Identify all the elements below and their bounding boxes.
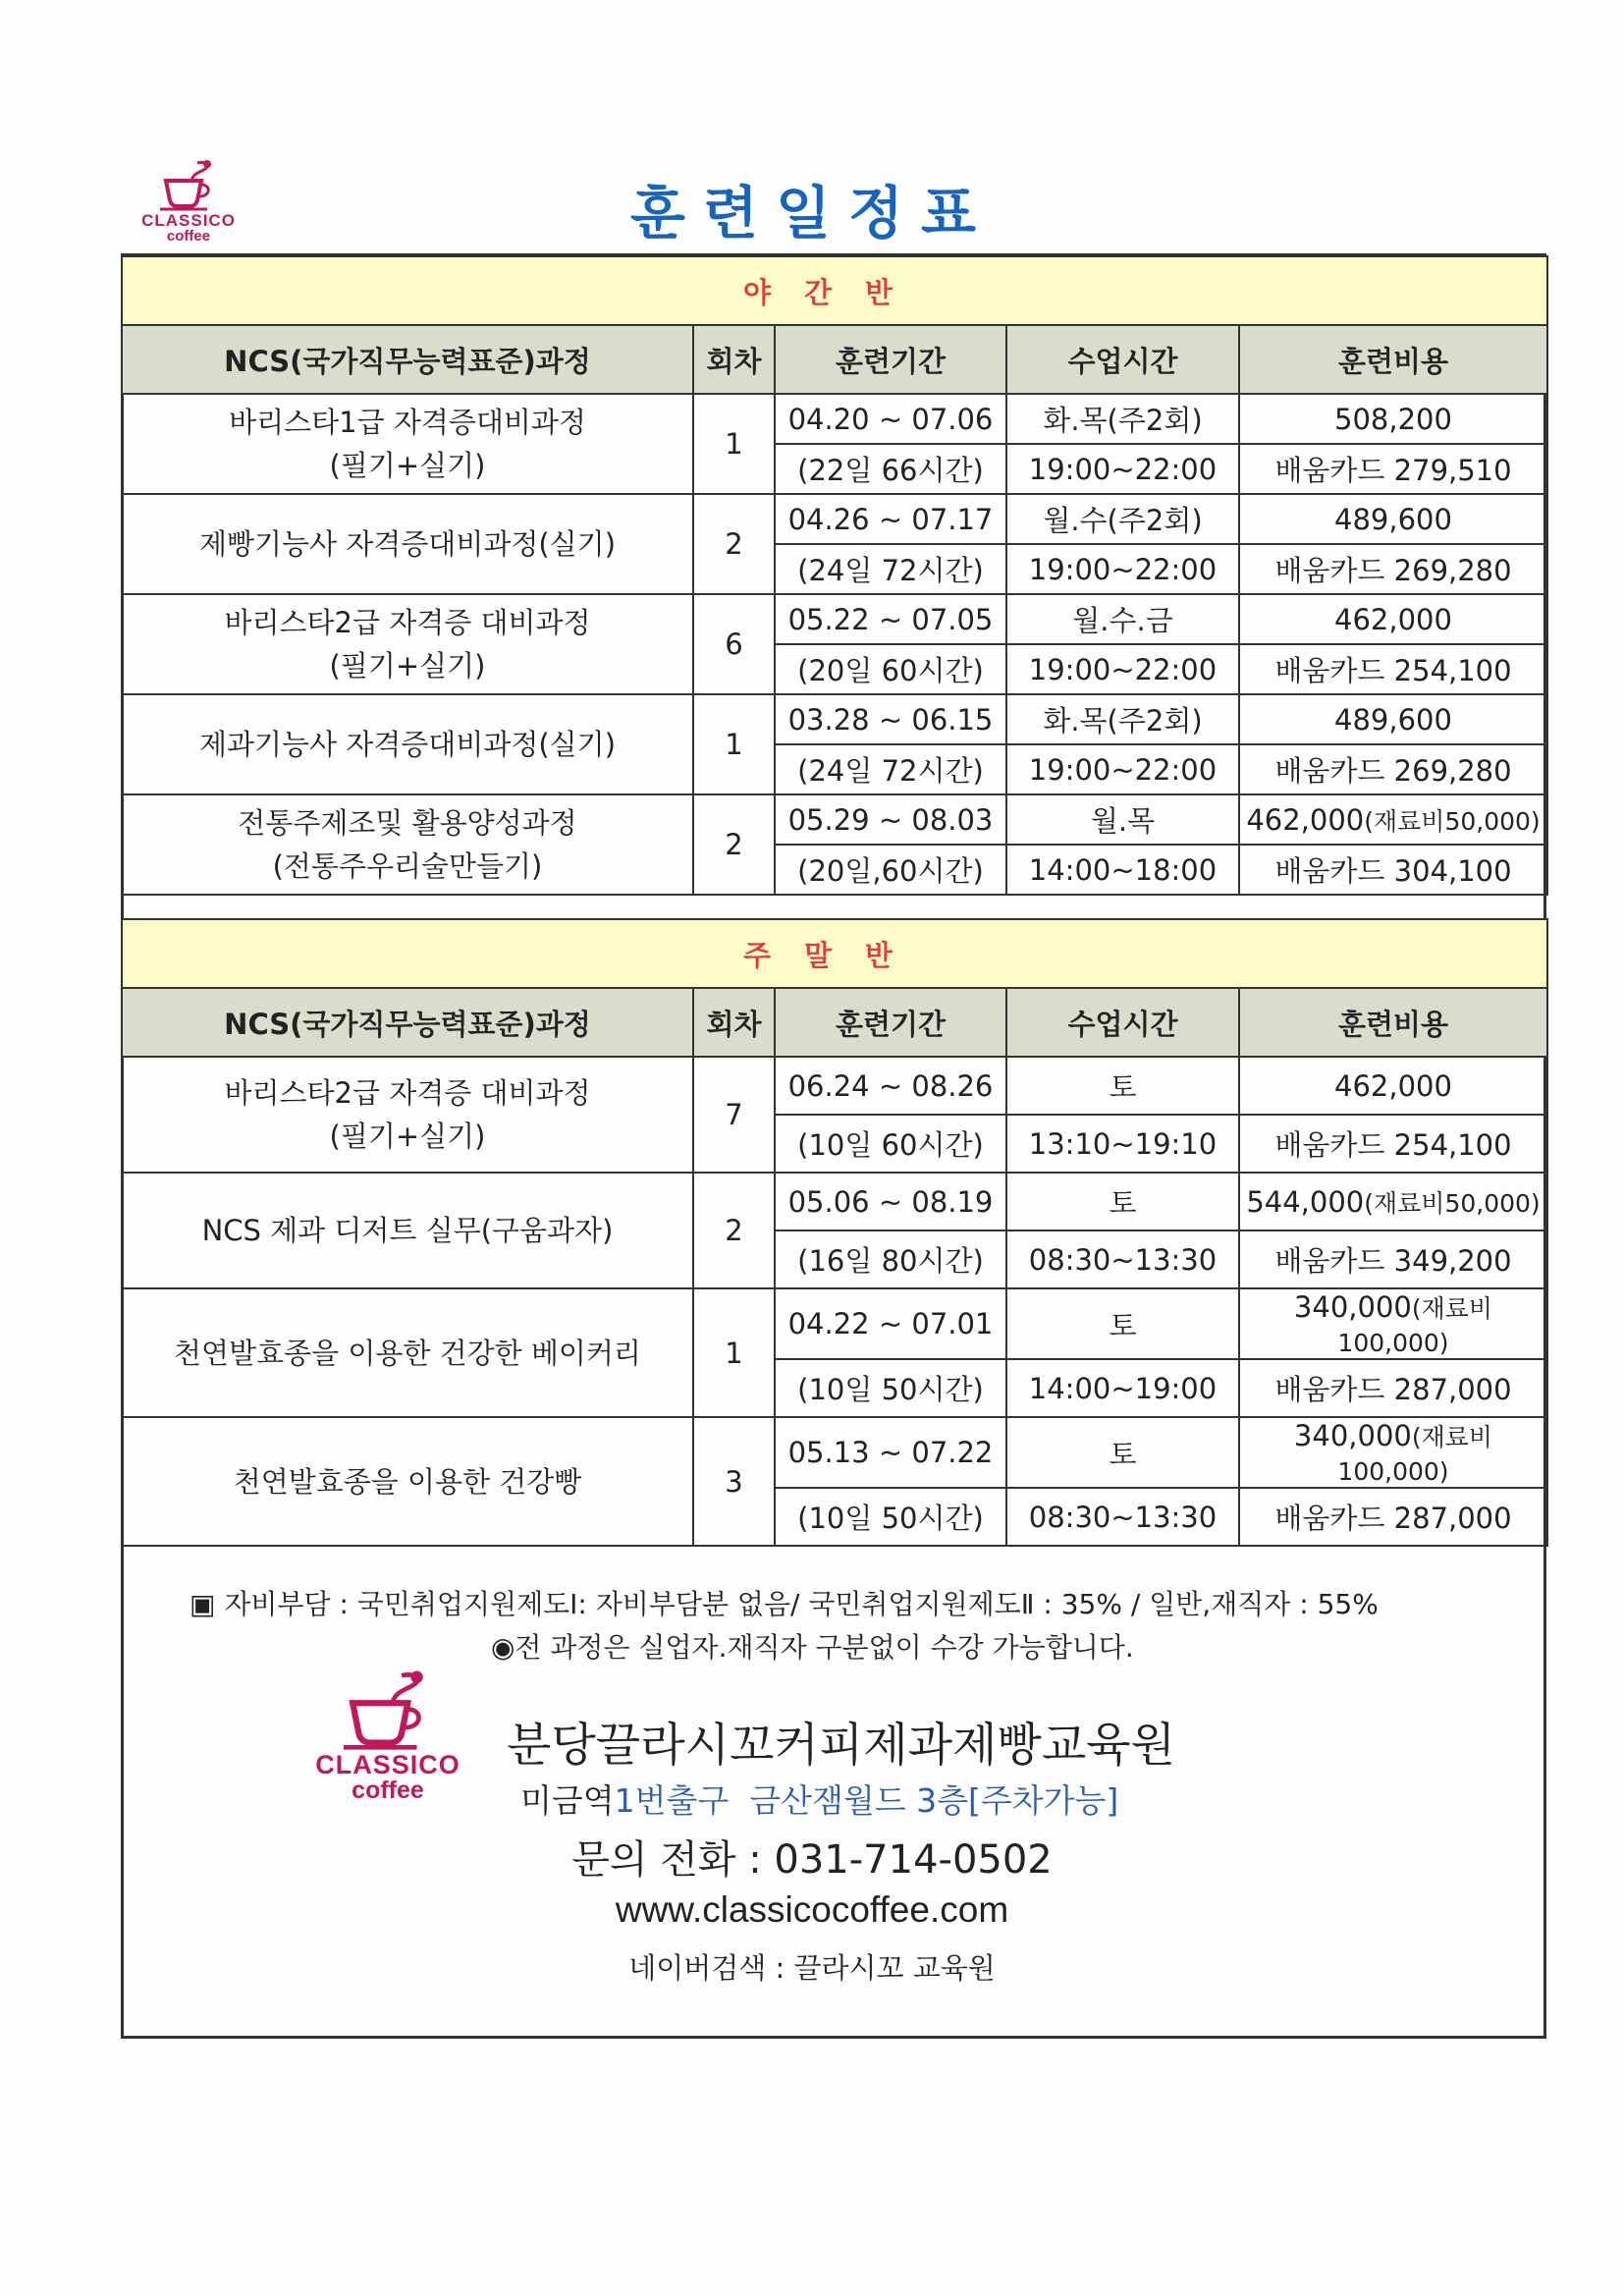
training-duration: (20일,60시간) <box>775 845 1006 895</box>
section-label: 주말반 <box>122 919 1547 988</box>
round-number: 2 <box>693 794 775 895</box>
training-duration: (16일 80시간) <box>775 1230 1006 1288</box>
round-number: 7 <box>693 1057 775 1173</box>
learning-card-fee: 배움카드 269,280 <box>1239 544 1547 594</box>
class-hours: 19:00~22:00 <box>1006 444 1239 494</box>
header-row <box>122 988 1547 1057</box>
learning-card-fee: 배움카드 287,000 <box>1239 1488 1547 1546</box>
course-name-line: 전통주제조및 활용양성과정 <box>238 806 577 840</box>
training-duration: (24일 72시간) <box>775 544 1006 594</box>
training-duration: (20일 60시간) <box>775 644 1006 694</box>
class-days: 월.수.금 <box>1006 594 1239 644</box>
table-row <box>122 1288 1547 1359</box>
column-header: 회차 <box>693 988 775 1057</box>
course-name-line: (필기+실기) <box>329 449 486 482</box>
weekend-schedule-table <box>121 918 1548 1547</box>
learning-card-fee: 배움카드 287,000 <box>1239 1359 1547 1417</box>
training-period: 03.28 ~ 06.15 <box>775 694 1006 744</box>
table-row <box>122 794 1547 845</box>
training-fee <box>1239 1288 1547 1359</box>
fee-amount: 340,000 <box>1293 1419 1412 1452</box>
location-exit: 1번출구 <box>614 1781 730 1820</box>
table-row <box>122 1417 1547 1488</box>
round-number: 2 <box>693 494 775 594</box>
learning-card-fee: 배움카드 254,100 <box>1239 644 1547 694</box>
material-fee-note: (재료비100,000) <box>1337 1294 1493 1357</box>
fee-amount: 544,000 <box>1246 1184 1365 1219</box>
table-row <box>122 1173 1547 1230</box>
course-name-line: 제빵기능사 자격증대비과정(실기) <box>198 527 617 561</box>
class-days: 화.목(주2회) <box>1006 394 1239 444</box>
training-fee <box>1239 1057 1547 1115</box>
class-days: 토 <box>1006 1288 1239 1359</box>
header-row <box>122 325 1547 394</box>
course-name <box>122 794 693 895</box>
training-duration: (10일 50시간) <box>775 1488 1006 1546</box>
training-duration: (22일 66시간) <box>775 444 1006 494</box>
class-hours: 13:10~19:10 <box>1006 1115 1239 1173</box>
fee-amount: 340,000 <box>1293 1290 1412 1324</box>
column-header: 수업시간 <box>1006 325 1239 394</box>
material-fee-note: (재료비100,000) <box>1337 1423 1493 1486</box>
training-fee <box>1239 394 1547 444</box>
class-hours: 14:00~19:00 <box>1006 1359 1239 1417</box>
logo-sub-text: coffee <box>352 1777 424 1804</box>
fee-amount: 462,000 <box>1334 1068 1452 1103</box>
material-fee-note: (재료비50,000) <box>1364 1188 1541 1218</box>
table-row <box>122 494 1547 544</box>
training-period: 04.20 ~ 07.06 <box>775 394 1006 444</box>
class-hours: 08:30~13:30 <box>1006 1488 1239 1546</box>
course-name-line: (필기+실기) <box>329 1120 486 1153</box>
eligibility-note: ◉전 과정은 실업자.재직자 구분없이 수강 가능합니다. <box>491 1631 1134 1664</box>
round-number: 1 <box>693 394 775 494</box>
training-fee <box>1239 1173 1547 1230</box>
course-name <box>122 594 693 694</box>
column-header: NCS(국가직무능력표준)과정 <box>122 325 693 394</box>
course-name <box>122 694 693 794</box>
course-name <box>122 1288 693 1417</box>
location-info <box>520 1776 1118 1822</box>
course-name-line: 바리스타1급 자격증대비과정 <box>229 406 586 439</box>
training-period: 05.13 ~ 07.22 <box>775 1417 1006 1488</box>
column-header: 회차 <box>693 325 775 394</box>
training-fee <box>1239 694 1547 744</box>
training-fee <box>1239 494 1547 544</box>
fee-amount: 489,600 <box>1334 502 1452 536</box>
training-period: 04.22 ~ 07.01 <box>775 1288 1006 1359</box>
training-duration: (10일 50시간) <box>775 1359 1006 1417</box>
learning-card-fee: 배움카드 349,200 <box>1239 1230 1547 1288</box>
table-row <box>122 694 1547 744</box>
training-duration: (24일 72시간) <box>775 744 1006 794</box>
logo-brand-text: CLASSICO <box>141 211 236 230</box>
column-header: 훈련기간 <box>775 325 1006 394</box>
class-hours: 08:30~13:30 <box>1006 1230 1239 1288</box>
class-hours: 14:00~18:00 <box>1006 845 1239 895</box>
learning-card-fee: 배움카드 304,100 <box>1239 845 1547 895</box>
fee-amount: 462,000 <box>1246 802 1365 837</box>
section-row <box>122 919 1547 988</box>
section-label: 야간반 <box>122 256 1547 325</box>
column-header: 훈련비용 <box>1239 988 1547 1057</box>
course-name <box>122 1173 693 1288</box>
course-name <box>122 1417 693 1546</box>
training-duration: (10일 60시간) <box>775 1115 1006 1173</box>
course-name-line: (필기+실기) <box>329 649 486 683</box>
round-number: 1 <box>693 694 775 794</box>
class-days: 토 <box>1006 1057 1239 1115</box>
column-header: NCS(국가직무능력표준)과정 <box>122 988 693 1057</box>
course-name <box>122 394 693 494</box>
column-header: 수업시간 <box>1006 988 1239 1057</box>
class-hours: 19:00~22:00 <box>1006 544 1239 594</box>
training-period: 06.24 ~ 08.26 <box>775 1057 1006 1115</box>
course-name <box>122 494 693 594</box>
round-number: 6 <box>693 594 775 694</box>
website-link[interactable]: www.classicocoffee.com <box>615 1889 1009 1930</box>
learning-card-fee: 배움카드 269,280 <box>1239 744 1547 794</box>
course-name <box>122 1057 693 1173</box>
class-hours: 19:00~22:00 <box>1006 744 1239 794</box>
training-fee <box>1239 1417 1547 1488</box>
material-fee-note: (재료비50,000) <box>1364 806 1541 836</box>
round-number: 3 <box>693 1417 775 1546</box>
course-name-line: 천연발효종을 이용한 건강빵 <box>233 1464 582 1499</box>
table-row <box>122 394 1547 444</box>
logo-brand-text: CLASSICO <box>315 1750 460 1779</box>
fee-amount: 489,600 <box>1334 702 1452 737</box>
organization-name: 분당끌라시꼬커피제과제빵교육원 <box>507 1719 1176 1773</box>
contact-phone: 문의 전화 : 031-714-0502 <box>571 1837 1053 1883</box>
location-building: 금산잼월드 3층[주차가능] <box>749 1781 1119 1820</box>
training-period: 05.29 ~ 08.03 <box>775 794 1006 845</box>
table-row <box>122 1057 1547 1115</box>
course-name-line: (전통주우리술만들기) <box>272 849 543 883</box>
coffee-cup-icon <box>334 1669 442 1752</box>
logo-sub-text: coffee <box>166 228 211 245</box>
training-period: 05.22 ~ 07.05 <box>775 594 1006 644</box>
page-title: 훈련일정표 <box>629 180 995 246</box>
fee-amount: 508,200 <box>1334 402 1452 436</box>
course-name-line: 천연발효종을 이용한 건강한 베이커리 <box>174 1336 641 1370</box>
section-row <box>122 256 1547 325</box>
location-prefix: 미금역 <box>520 1781 615 1820</box>
course-name-line: 제과기능사 자격증대비과정(실기) <box>198 728 617 761</box>
learning-card-fee: 배움카드 254,100 <box>1239 1115 1547 1173</box>
class-days: 월.수(주2회) <box>1006 494 1239 544</box>
round-number: 2 <box>693 1173 775 1288</box>
class-days: 토 <box>1006 1173 1239 1230</box>
table-row <box>122 594 1547 644</box>
class-days: 화.목(주2회) <box>1006 694 1239 744</box>
naver-search-note: 네이버검색 : 끌라시꼬 교육원 <box>628 1951 996 1985</box>
fee-amount: 462,000 <box>1334 602 1452 636</box>
column-header: 훈련기간 <box>775 988 1006 1057</box>
round-number: 1 <box>693 1288 775 1417</box>
copay-note: ▣ 자비부담 : 국민취업지원제도Ⅰ: 자비부담분 없음/ 국민취업지원제도Ⅱ : 35% / 일반,재직자 : 55% <box>189 1588 1379 1620</box>
class-days: 월.목 <box>1006 794 1239 845</box>
training-fee <box>1239 594 1547 644</box>
training-period: 05.06 ~ 08.19 <box>775 1173 1006 1230</box>
course-name-line: 바리스타2급 자격증 대비과정 <box>224 606 591 639</box>
training-period: 04.26 ~ 07.17 <box>775 494 1006 544</box>
logo-bottom <box>315 1669 460 1804</box>
training-fee <box>1239 794 1547 845</box>
learning-card-fee: 배움카드 279,510 <box>1239 444 1547 494</box>
course-name-line: NCS 제과 디저트 실무(구움과자) <box>201 1214 614 1247</box>
class-days: 토 <box>1006 1417 1239 1488</box>
night-schedule-table <box>121 255 1548 896</box>
column-header: 훈련비용 <box>1239 325 1547 394</box>
class-hours: 19:00~22:00 <box>1006 644 1239 694</box>
course-name-line: 바리스타2급 자격증 대비과정 <box>224 1076 591 1110</box>
